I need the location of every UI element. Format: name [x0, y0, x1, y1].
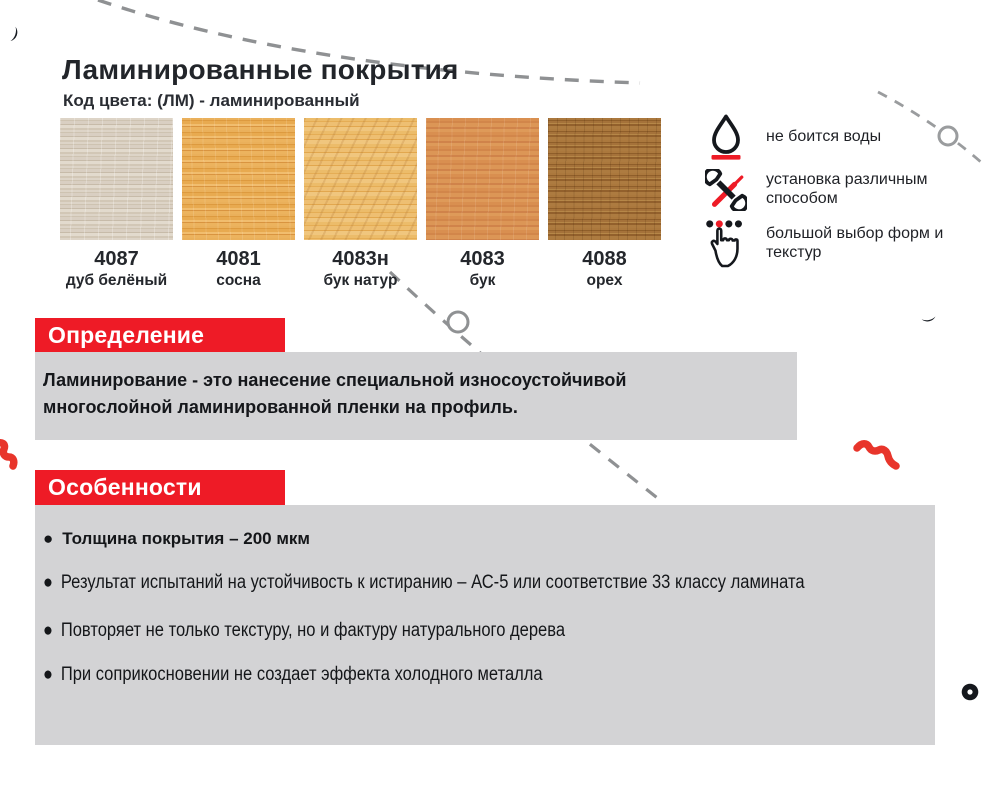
donut-dot-bottomright — [962, 684, 979, 701]
swatch-name: бук натур — [323, 272, 398, 289]
wood-swatch-4087 — [60, 118, 173, 240]
definition-box — [35, 352, 797, 440]
benefit-water — [703, 112, 978, 162]
swatch-item — [60, 118, 173, 289]
swatch-row — [60, 118, 661, 289]
subtitle-suffix: - ламинированный — [194, 91, 360, 110]
bullet-dot: ● — [43, 529, 54, 548]
benefit-variety — [703, 218, 978, 270]
wood-swatch-4083n — [304, 118, 417, 240]
swatch-name: сосна — [216, 272, 261, 289]
swatch-code: 4081 — [216, 248, 261, 270]
comma-mark-right — [922, 315, 937, 324]
benefit-label: установка различным способом — [766, 171, 928, 207]
swatch-item — [426, 118, 539, 289]
swatch-code: 4083 — [460, 248, 505, 270]
page-title: Ламинированные покрытия — [62, 54, 459, 85]
tools-icon — [703, 169, 749, 211]
wood-swatch-4088 — [548, 118, 661, 240]
feature-text: Результат испытаний на устойчивость к истиранию – АС-5 или соответствие 33 классу ламината — [60, 572, 805, 593]
red-squiggle-left — [0, 443, 14, 466]
feature-text: Повторяет не только текстуру, но и фактуру натурального дерева — [60, 620, 566, 641]
subtitle-code: (ЛМ) — [157, 91, 195, 110]
comma-mark-topleft — [10, 26, 18, 42]
swatch-item — [548, 118, 661, 289]
swatch-item — [182, 118, 295, 289]
donut-dot-hole — [967, 689, 972, 694]
swatch-name: дуб белёный — [65, 272, 168, 289]
bullet-dot: ● — [43, 620, 53, 641]
benefit-label: большой выбор форм и текстур — [766, 225, 944, 261]
bullet-dot: ● — [43, 572, 53, 593]
benefit-label: не боится воды — [766, 127, 882, 145]
swatch-item — [304, 118, 417, 289]
swatch-code: 4088 — [582, 248, 627, 270]
features-box — [35, 505, 935, 745]
subtitle-prefix: Код цвета: — [63, 91, 158, 110]
definition-text: Ламинирование - это нанесение специальной износоустойчивой многослойной ламинированной пленки на профиль. — [43, 370, 627, 417]
benefit-installation — [703, 169, 978, 211]
definition-heading: Определение — [48, 321, 205, 348]
feature-item — [43, 529, 929, 549]
feature-item — [43, 660, 913, 690]
hand-choice-icon — [703, 218, 749, 270]
features-heading: Особенности — [48, 474, 202, 500]
feature-item — [43, 616, 913, 646]
swatch-code: 4083н — [332, 248, 389, 270]
benefits-list — [703, 112, 978, 270]
features-heading-banner — [35, 470, 285, 505]
feature-item — [43, 568, 913, 598]
water-drop-icon — [703, 112, 749, 162]
definition-heading-banner — [35, 318, 285, 352]
wood-swatch-4083 — [426, 118, 539, 240]
red-squiggle-right — [857, 444, 896, 466]
swatch-name: бук — [469, 272, 496, 289]
circle-marker-middle — [448, 312, 468, 332]
swatch-name: орех — [586, 272, 623, 289]
feature-text: При соприкосновении не создает эффекта холодного металла — [60, 664, 543, 685]
feature-text: Толщина покрытия – 200 мкм — [62, 529, 311, 548]
swatch-code: 4087 — [94, 248, 139, 270]
bullet-dot: ● — [43, 664, 53, 685]
color-code-subtitle — [63, 91, 360, 111]
wood-swatch-4081 — [182, 118, 295, 240]
